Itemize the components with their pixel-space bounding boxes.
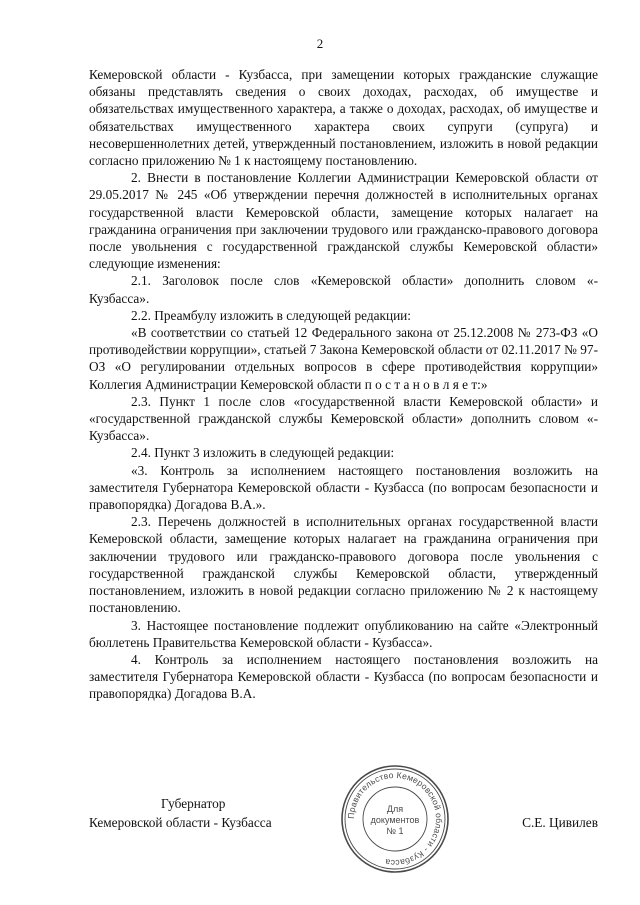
paragraph-2-3-list: 2.3. Перечень должностей в исполнительных органах государственной власти Кемеровской области, замещение которых налагает на гражданина ограничения при заключении трудового или гражданско-правового договора после увольнения с государственной гражданской службы Кемеровской области, утвержденный постановлением, изложить в новой редакции согласно приложению № 2 к настоящему постановлению.	[89, 514, 598, 616]
paragraph-4: 4. Контроль за исполнением настоящего постановления возложить на заместителя Губернатора Кемеровской области - Кузбасса (по вопросам безопасности и правопорядка) Догадова В.А.	[89, 651, 598, 702]
paragraph-preamble: «В соответствии со статьей 12 Федерального закона от 25.12.2008 № 273-ФЗ «О противодействии коррупции», статьей 7 Закона Кемеровской области от 02.11.2017 № 97-ОЗ «О регулировании отдельных вопросов в сфере противодействия коррупции» Коллегия Администрации Кемеровской области п о с т а н о в л я е т:»	[89, 325, 598, 392]
paragraph-2-1: 2.1. Заголовок после слов «Кемеровской области» дополнить словом «- Кузбасса».	[89, 273, 598, 306]
stamp-center-line3: № 1	[386, 826, 404, 836]
paragraph-2-2: 2.2. Преамбулу изложить в следующей редакции:	[131, 307, 411, 323]
stamp-ring-text: Правительство Кемеровской области - Кузбасса	[345, 769, 445, 869]
signer-title: Губернатор	[161, 796, 226, 811]
signer-region: Кемеровской области - Кузбасса	[89, 815, 272, 830]
paragraph-1: Кемеровской области - Кузбасса, при замещении которых гражданские служащие обязаны представлять сведения о своих доходах, расходах, об имуществе и обязательствах имущественного характера, а также о доходах, расходах, об имуществе и обязательствах имущественного характера своих супруги (супруга) и несовершеннолетних детей, утвержденный постановлением, изложить в новой редакции согласно приложению № 1 к настоящему постановлению.	[89, 67, 598, 169]
stamp-center-line1: Для	[386, 804, 404, 814]
paragraph-2-3: 2.3. Пункт 1 после слов «государственной власти Кемеровской области» и «государственной гражданской службы Кемеровской области» дополнить словом «- Кузбасса».	[89, 393, 598, 444]
official-stamp	[340, 764, 450, 874]
signer-name: С.Е. Цивилев	[522, 815, 598, 830]
paragraph-point-3: «3. Контроль за исполнением настоящего постановления возложить на заместителя Губернатора Кемеровской области - Кузбасса (по вопросам безопасности и правопорядка) Догадова В.А.».	[89, 462, 598, 513]
stamp-center-line2: документов	[370, 815, 420, 825]
document-body	[89, 66, 598, 703]
paragraph-3: 3. Настоящее постановление подлежит опубликованию на сайте «Электронный бюллетень Правительства Кемеровской области - Кузбасса».	[89, 617, 598, 650]
paragraph-2-4: 2.4. Пункт 3 изложить в следующей редакции:	[131, 445, 395, 461]
page-number: 2	[316, 36, 324, 51]
paragraph-2: 2. Внести в постановление Коллегии Администрации Кемеровской области от 29.05.2017 № 245 «Об утверждении перечня должностей в исполнительных органах государственной власти Кемеровской области, замещение которых налагает на гражданина ограничения при заключении трудового или гражданско-правового договора после увольнения с государственной гражданской службы Кемеровской области» следующие изменения:	[89, 170, 598, 272]
